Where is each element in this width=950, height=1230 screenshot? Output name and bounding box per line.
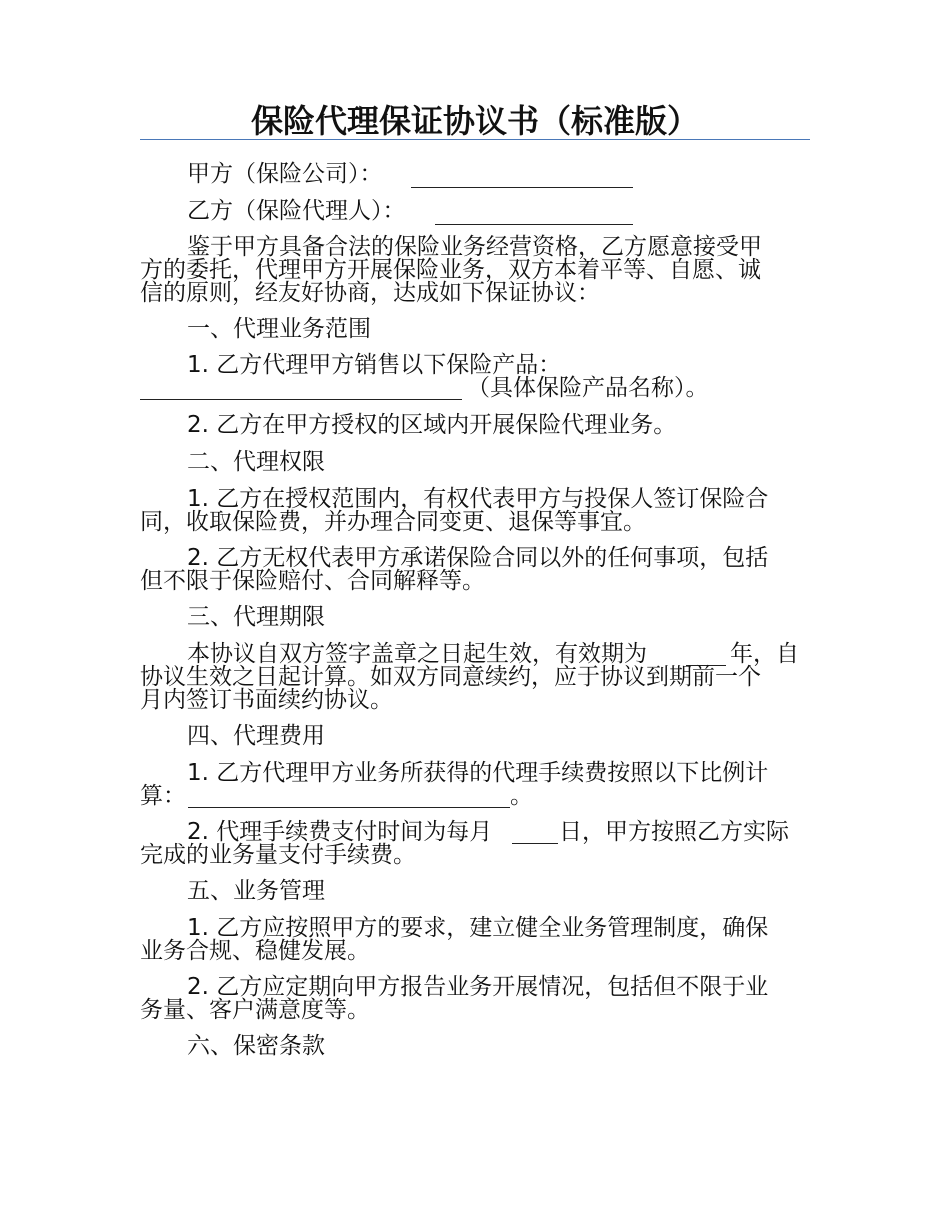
- intro-line-2: 方的委托，代理甲方开展保险业务，双方本着平等、自愿、诚: [140, 257, 761, 283]
- section-2-heading: 二、代理权限: [187, 449, 325, 475]
- party-b-label: 乙方（保险代理人）：: [187, 198, 406, 224]
- section-1-heading: 一、代理业务范围: [187, 316, 371, 342]
- s1-item2: 2. 乙方在甲方授权的区域内开展保险代理业务。: [187, 412, 677, 438]
- s4-item1-line-2a: 算：: [140, 783, 186, 809]
- party-b-line: [187, 200, 810, 223]
- section-5-heading: 五、业务管理: [187, 878, 325, 904]
- party-a-line: [187, 163, 810, 186]
- title-underline: [140, 139, 810, 140]
- section-3-heading: 三、代理期限: [187, 604, 325, 630]
- intro-line-3: 信的原则，经友好协商，达成如下保证协议：: [140, 280, 600, 306]
- s4-item2-line-2: 完成的业务量支付手续费。: [140, 842, 416, 868]
- commission-ratio-blank[interactable]: [188, 807, 510, 808]
- s1-item1-line-2: （具体保险产品名称）。: [467, 375, 709, 401]
- party-b-blank[interactable]: [435, 224, 633, 225]
- s5-item2-line-1: 2. 乙方应定期向甲方报告业务开展情况，包括但不限于业: [187, 974, 769, 1000]
- s1-item1-line-1: 1. 乙方代理甲方销售以下保险产品：: [187, 352, 562, 378]
- intro-line-1: 鉴于甲方具备合法的保险业务经营资格，乙方愿意接受甲: [187, 234, 762, 260]
- s2-item2-line-1: 2. 乙方无权代表甲方承诺保险合同以外的任何事项，包括: [187, 545, 769, 571]
- s4-item1-line-1: 1. 乙方代理甲方业务所获得的代理手续费按照以下比例计: [187, 760, 769, 786]
- s4-item1-line-2b: 。: [510, 783, 533, 809]
- s5-item2-line-2: 务量、客户满意度等。: [140, 997, 370, 1023]
- s2-item1-line-2: 同，收取保险费，并办理合同变更、退保等事宜。: [140, 509, 646, 535]
- party-a-blank[interactable]: [411, 187, 633, 188]
- s5-item1-line-1: 1. 乙方应按照甲方的要求，建立健全业务管理制度，确保: [187, 915, 769, 941]
- product-name-blank[interactable]: [140, 399, 462, 400]
- section-6-heading: 六、保密条款: [187, 1033, 325, 1059]
- s3-body-line-2: 协议生效之日起计算。如双方同意续约，应于协议到期前一个: [140, 664, 761, 690]
- section-4-heading: 四、代理费用: [187, 723, 325, 749]
- s2-item1-line-1: 1. 乙方在授权范围内，有权代表甲方与投保人签订保险合: [187, 486, 769, 512]
- s5-item1-line-2: 业务合规、稳健发展。: [140, 938, 370, 964]
- s4-item2-line-1a: 2. 代理手续费支付时间为每月: [187, 819, 493, 845]
- s3-body-line-1b: 年，自: [730, 641, 799, 667]
- s3-body-line-1a: 本协议自双方签字盖章之日起生效，有效期为: [187, 641, 647, 667]
- s3-body-line-3: 月内签订书面续约协议。: [140, 687, 393, 713]
- document-title: 保险代理保证协议书（标准版）: [250, 102, 699, 140]
- party-a-label: 甲方（保险公司）：: [187, 161, 383, 187]
- s2-item2-line-2: 但不限于保险赔付、合同解释等。: [140, 568, 485, 594]
- s4-item2-line-1b: 日，甲方按照乙方实际: [559, 819, 789, 845]
